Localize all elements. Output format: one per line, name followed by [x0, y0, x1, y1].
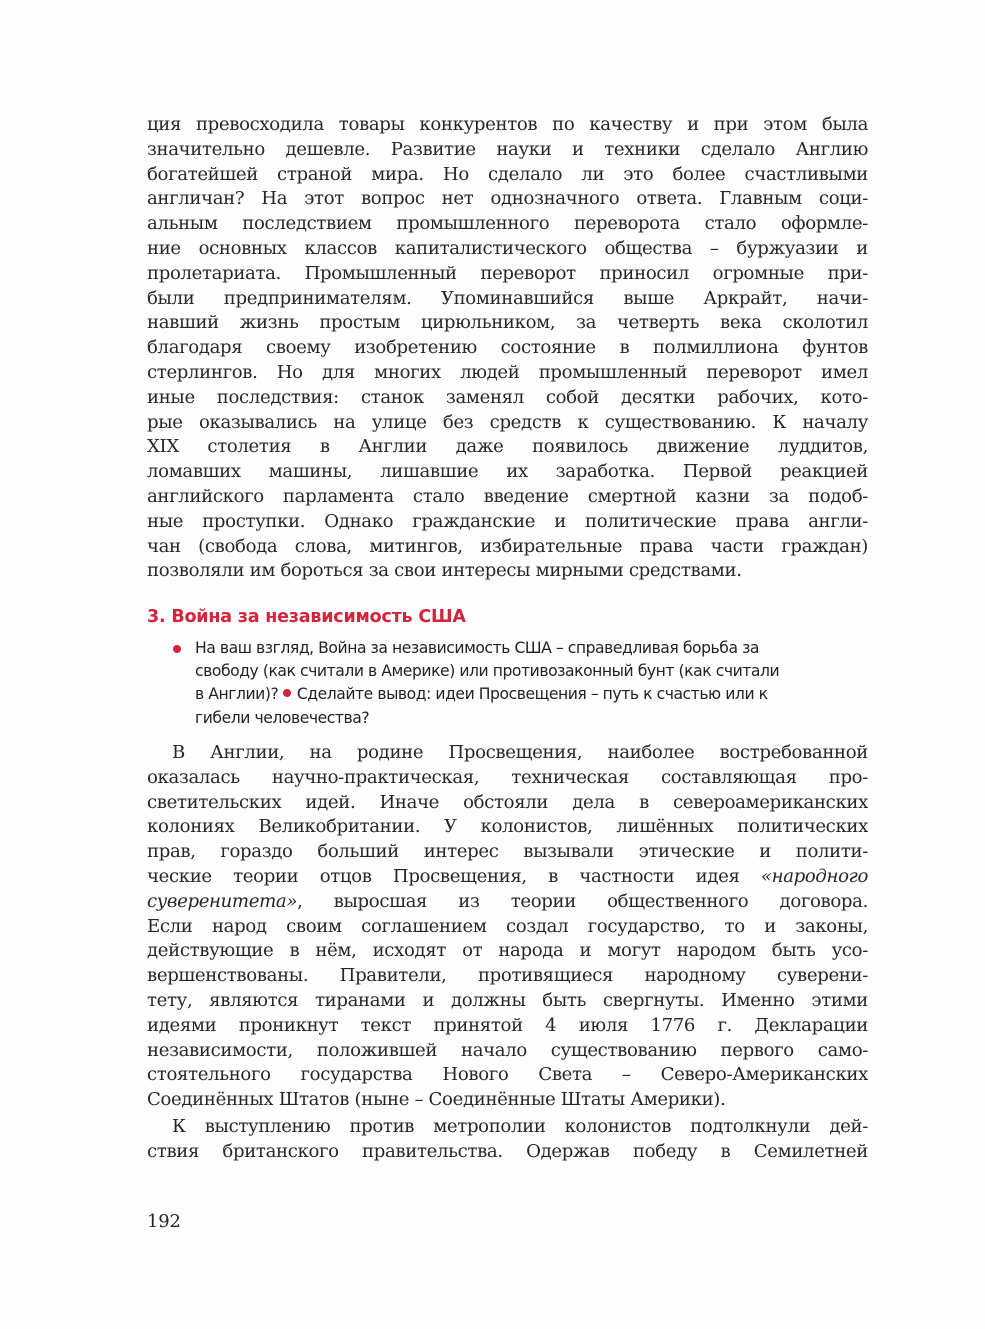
section-heading: 3. Война за независимость США — [147, 607, 466, 627]
question-line — [173, 683, 868, 706]
text-line: рые оказывались на улице без средств к существованию. К началу — [147, 411, 868, 433]
question-text: На ваш взгляд, Война за независимость США – справедливая борьба за — [195, 639, 760, 657]
text-line: прав, гораздо больший интерес вызывали этические и полити- — [147, 841, 868, 863]
text-line: иные последствия: станок заменял собой десятки рабочих, кото- — [147, 386, 868, 408]
text-line: идеями проникнут текст принятой 4 июля 1776 г. Декларации — [147, 1014, 868, 1036]
text-line: значительно дешевле. Развитие науки и техники сделало Англию — [147, 138, 868, 160]
text-line: позволяли им бороться за свои интересы мирными средствами. — [147, 560, 742, 582]
text-line: ние основных классов капиталистического общества – буржуазии и — [147, 237, 868, 259]
text-line: В Англии, на родине Просвещения, наиболее востребованной — [172, 742, 868, 763]
question-text: гибели человечества? — [195, 708, 370, 727]
text-line: действующие в нём, исходят от народа и могут народом быть усо- — [147, 940, 868, 962]
text-line: независимости, положившей начало существованию первого само- — [147, 1039, 868, 1061]
text-line: Если народ своим соглашением создал государство, то и законы, — [147, 915, 868, 937]
text-line: ломавших машины, лишавшие их заработка. Первой реакцией — [147, 461, 868, 483]
text-line: Соединённых Штатов (ныне – Соединённые Штаты Америки). — [147, 1089, 726, 1111]
text-line: благодаря своему изобретению состояние в полмиллиона фунтов — [147, 337, 868, 359]
text-line: оказалась научно-практическая, техническая составляющая про- — [147, 766, 868, 788]
text-line: ствия британского правительства. Одержав победу в Семилетней — [147, 1140, 868, 1162]
text-line: навший жизнь простым цирюльником, за четверть века сколотил — [147, 312, 868, 334]
paragraph-industrial-revolution — [147, 113, 868, 584]
question-text: Сделайте вывод: идеи Просвещения – путь к счастью или к — [296, 685, 768, 704]
question-text: в Англии)? — [195, 685, 279, 704]
question-line — [173, 707, 868, 730]
text-line: стерлингов. Но для многих людей промышленный переворот имел — [147, 361, 868, 383]
question-line — [173, 637, 868, 660]
page-number: 192 — [147, 1211, 181, 1232]
paragraph-metropolis — [147, 1115, 868, 1165]
text-line: чан (свобода слова, митингов, избирательные права части граждан) — [147, 535, 868, 557]
text-line: богатейшей страной мира. Но сделало ли это более счастливыми — [147, 163, 868, 185]
question-text: свободу (как считали в Америке) или противозаконный бунт (как считали — [195, 662, 780, 681]
section-questions — [173, 637, 868, 730]
text-line — [147, 865, 868, 890]
text-line — [147, 890, 868, 915]
text-line: вершенствованы. Правители, противящиеся народному суверени- — [147, 965, 868, 987]
bullet-icon — [173, 645, 181, 653]
text-line: были предпринимателям. Упоминавшийся выше Аркрайт, начи- — [147, 287, 868, 309]
text-line: пролетариата. Промышленный переворот приносил огромные при- — [147, 262, 868, 284]
text-line: англичан? На этот вопрос нет однозначного ответа. Главным соци- — [147, 188, 868, 210]
bullet-icon — [283, 689, 291, 697]
text-run: , выросшая из теории общественного договора. — [297, 890, 868, 912]
emphasis-term: «народного — [760, 865, 868, 887]
text-line: стоятельного государства Нового Света – Северо-Американских — [147, 1064, 868, 1086]
emphasis-term: суверенитета» — [147, 890, 298, 912]
question-line — [173, 660, 868, 683]
text-line: колониях Великобритании. У колонистов, лишённых политических — [147, 816, 868, 838]
text-line: ция превосходила товары конкурентов по качеству и при этом была — [147, 114, 868, 135]
text-line: ные проступки. Однако гражданские и политические права англи- — [147, 510, 868, 532]
paragraph-american-colonies — [147, 741, 868, 1113]
text-line: светительских идей. Иначе обстояли дела в североамериканских — [147, 791, 868, 813]
text-line: английского парламента стало введение смертной казни за подоб- — [147, 485, 868, 507]
text-run: ческие теории отцов Просвещения, в частности идея — [147, 865, 761, 887]
text-line: К выступлению против метрополии колонистов подтолкнули дей- — [172, 1116, 868, 1137]
text-line: тету, являются тиранами и должны быть свергнуты. Именно этими — [147, 989, 868, 1011]
text-line: XIX столетия в Англии даже появилось движение луддитов, — [147, 436, 868, 458]
text-line: альным последствием промышленного переворота стало оформле- — [147, 213, 868, 235]
